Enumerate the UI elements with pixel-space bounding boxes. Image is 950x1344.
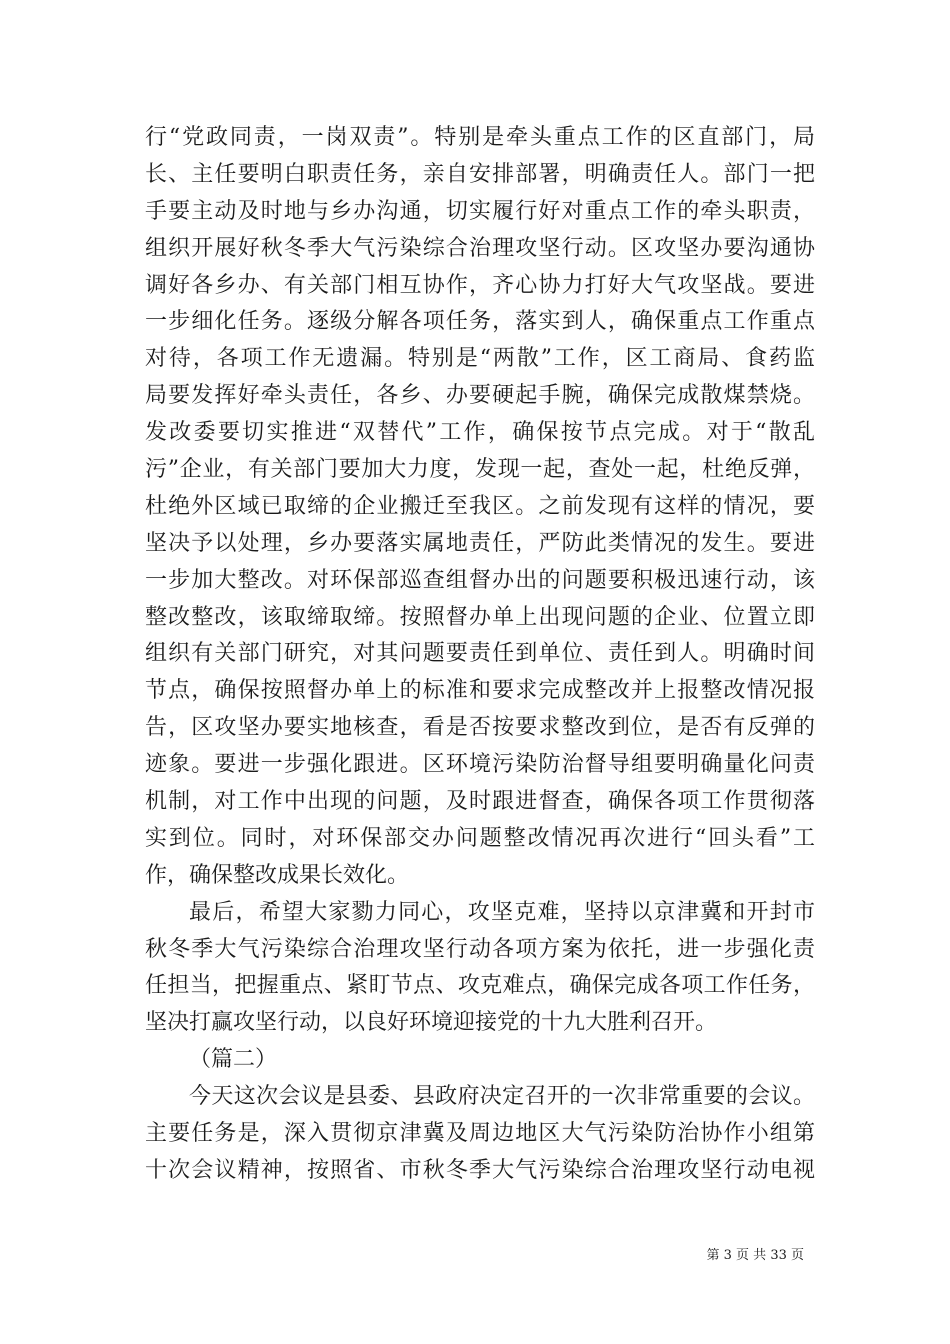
text-line: 机制，对工作中出现的问题，及时跟进督查，确保各项工作贯彻落 xyxy=(145,789,815,815)
document-body xyxy=(145,120,815,1190)
text-line: 迹象。要进一步强化跟进。区环境污染防治督导组要明确量化问责 xyxy=(145,752,815,778)
text-line: 手要主动及时地与乡办沟通，切实履行好对重点工作的牵头职责， xyxy=(145,198,815,224)
text-line: 秋冬季大气污染综合治理攻坚行动各项方案为依托，进一步强化责 xyxy=(145,936,815,962)
text-line: 发改委要切实推进“双替代”工作，确保按节点完成。对于“散乱 xyxy=(145,420,815,446)
text-line: 整改整改，该取缔取缔。按照督办单上出现问题的企业、位置立即 xyxy=(145,604,815,630)
text-line: 主要任务是，深入贯彻京津冀及周边地区大气污染防治协作小组第 xyxy=(145,1121,815,1147)
text-line: 组织有关部门研究，对其问题要责任到单位、责任到人。明确时间 xyxy=(145,641,815,667)
text-line: 作，确保整改成果长效化。 xyxy=(145,862,410,888)
text-line: 一步细化任务。逐级分解各项任务，落实到人，确保重点工作重点 xyxy=(145,309,815,335)
text-line: 对待，各项工作无遗漏。特别是“两散”工作，区工商局、食药监 xyxy=(145,346,815,372)
text-line: 调好各乡办、有关部门相互协作，齐心协力打好大气攻坚战。要进 xyxy=(145,272,815,298)
text-line: 坚决打赢攻坚行动，以良好环境迎接党的十九大胜利召开。 xyxy=(145,1010,718,1036)
text-line: 长、主任要明白职责任务，亲自安排部署，明确责任人。部门一把 xyxy=(145,161,815,187)
text-line: 最后，希望大家勠力同心，攻坚克难，坚持以京津冀和开封市 xyxy=(189,899,815,925)
text-line: 一步加大整改。对环保部巡查组督办出的问题要积极迅速行动，该 xyxy=(145,567,815,593)
text-line: 任担当，把握重点、紧盯节点、攻克难点，确保完成各项工作任务， xyxy=(145,973,815,999)
text-line: 今天这次会议是县委、县政府决定召开的一次非常重要的会议。 xyxy=(189,1084,815,1110)
text-line: 节点，确保按照督办单上的标准和要求完成整改并上报整改情况报 xyxy=(145,678,815,704)
text-line: 告，区攻坚办要实地核查，看是否按要求整改到位，是否有反弹的 xyxy=(145,715,815,741)
page-number-footer: 第 3 页 共 33 页 xyxy=(706,1248,804,1263)
text-line: 坚决予以处理，乡办要落实属地责任，严防此类情况的发生。要进 xyxy=(145,530,815,556)
text-line: 十次会议精神，按照省、市秋冬季大气污染综合治理攻坚行动电视 xyxy=(145,1157,815,1183)
text-line: 组织开展好秋冬季大气污染综合治理攻坚行动。区攻坚办要沟通协 xyxy=(145,235,815,261)
text-line: 杜绝外区域已取缔的企业搬迁至我区。之前发现有这样的情况，要 xyxy=(145,493,815,519)
text-line: （篇二） xyxy=(189,1047,278,1073)
text-line: 污”企业，有关部门要加大力度，发现一起，查处一起，杜绝反弹， xyxy=(145,457,815,483)
text-line: 局要发挥好牵头责任，各乡、办要硬起手腕，确保完成散煤禁烧。 xyxy=(145,383,815,409)
text-line: 行“党政同责，一岗双责”。特别是牵头重点工作的区直部门，局 xyxy=(145,125,815,150)
text-line: 实到位。同时，对环保部交办问题整改情况再次进行“回头看”工 xyxy=(145,825,815,851)
